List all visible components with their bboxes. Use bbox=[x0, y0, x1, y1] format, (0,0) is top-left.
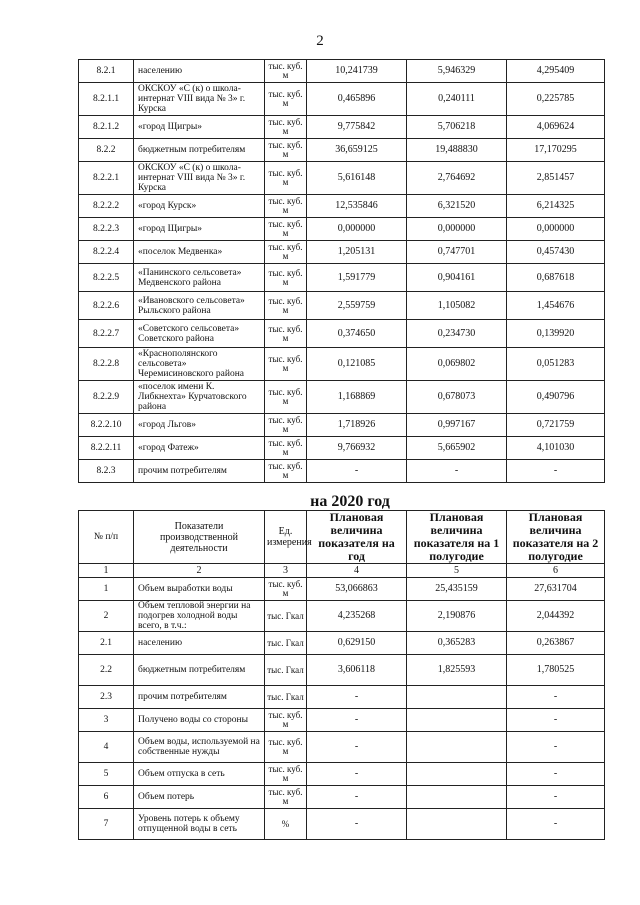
row-indicator-name: «поселок Медвенка» bbox=[134, 241, 265, 264]
row-indicator-name: Объем потерь bbox=[134, 786, 265, 809]
row-value-half1: 25,435159 bbox=[407, 578, 507, 601]
row-unit: тыс. куб. м bbox=[265, 195, 307, 218]
row-indicator-name: Объем воды, используемой на собственные нужды bbox=[134, 732, 265, 763]
table-row bbox=[79, 578, 605, 601]
row-value-half2: 1,780525 bbox=[507, 655, 605, 686]
row-number: 8.2.2.1 bbox=[79, 162, 134, 195]
row-value-half2: 0,490796 bbox=[507, 381, 605, 414]
table-row bbox=[79, 116, 605, 139]
row-value-half2: 0,225785 bbox=[507, 83, 605, 116]
row-indicator-name: «город Льгов» bbox=[134, 414, 265, 437]
row-indicator-name: Получено воды со стороны bbox=[134, 709, 265, 732]
row-number: 8.2.2.8 bbox=[79, 348, 134, 381]
row-unit: тыс. куб. м bbox=[265, 116, 307, 139]
row-value-half2: 0,000000 bbox=[507, 218, 605, 241]
column-index: 5 bbox=[407, 564, 507, 578]
table-row bbox=[79, 655, 605, 686]
row-value-year: 10,241739 bbox=[307, 60, 407, 83]
row-number: 2.2 bbox=[79, 655, 134, 686]
row-value-half1: 0,904161 bbox=[407, 264, 507, 292]
row-value-year: - bbox=[307, 809, 407, 840]
row-value-half2: - bbox=[507, 686, 605, 709]
row-number: 8.2.2.4 bbox=[79, 241, 134, 264]
row-number: 8.2.2.9 bbox=[79, 381, 134, 414]
row-number: 5 bbox=[79, 763, 134, 786]
row-value-year: - bbox=[307, 460, 407, 483]
row-indicator-name: прочим потребителям bbox=[134, 686, 265, 709]
row-number: 3 bbox=[79, 709, 134, 732]
header-num: № п/п bbox=[79, 511, 134, 564]
row-number: 6 bbox=[79, 786, 134, 809]
row-number: 7 bbox=[79, 809, 134, 840]
row-value-year: 36,659125 bbox=[307, 139, 407, 162]
row-unit: % bbox=[265, 809, 307, 840]
row-value-half1: 0,234730 bbox=[407, 320, 507, 348]
row-indicator-name: Уровень потерь к объему отпущенной воды в сеть bbox=[134, 809, 265, 840]
row-unit: тыс. куб. м bbox=[265, 218, 307, 241]
row-unit: тыс. куб. м bbox=[265, 786, 307, 809]
table-row bbox=[79, 264, 605, 292]
row-value-half1 bbox=[407, 686, 507, 709]
row-value-half2: 0,721759 bbox=[507, 414, 605, 437]
column-index: 6 bbox=[507, 564, 605, 578]
table-row bbox=[79, 763, 605, 786]
row-value-half1: 19,488830 bbox=[407, 139, 507, 162]
header-year: Плановая величина показателя на год bbox=[307, 511, 407, 564]
row-indicator-name: населению bbox=[134, 60, 265, 83]
row-unit: тыс. куб. м bbox=[265, 578, 307, 601]
row-unit: тыс. куб. м bbox=[265, 460, 307, 483]
row-number: 4 bbox=[79, 732, 134, 763]
row-number: 8.2.2.5 bbox=[79, 264, 134, 292]
row-unit: тыс. куб. м bbox=[265, 348, 307, 381]
row-value-half2: - bbox=[507, 709, 605, 732]
row-number: 8.2.2.3 bbox=[79, 218, 134, 241]
header-unit: Ед. измерения bbox=[265, 511, 307, 564]
row-number: 8.2.1.2 bbox=[79, 116, 134, 139]
row-value-year: 12,535846 bbox=[307, 195, 407, 218]
row-value-year: 0,629150 bbox=[307, 632, 407, 655]
row-number: 2 bbox=[79, 601, 134, 632]
row-value-half1 bbox=[407, 709, 507, 732]
row-number: 8.2.2.2 bbox=[79, 195, 134, 218]
row-unit: тыс. куб. м bbox=[265, 709, 307, 732]
row-value-year: 9,766932 bbox=[307, 437, 407, 460]
row-value-half1: 2,190876 bbox=[407, 601, 507, 632]
table-row bbox=[79, 292, 605, 320]
row-value-half1 bbox=[407, 786, 507, 809]
row-unit: тыс. Гкал bbox=[265, 686, 307, 709]
table-row bbox=[79, 83, 605, 116]
row-indicator-name: Объем выработки воды bbox=[134, 578, 265, 601]
table-header-row bbox=[79, 511, 605, 564]
row-value-half2: 1,454676 bbox=[507, 292, 605, 320]
row-unit: тыс. куб. м bbox=[265, 162, 307, 195]
row-value-year: 4,235268 bbox=[307, 601, 407, 632]
row-indicator-name: бюджетным потребителям bbox=[134, 139, 265, 162]
row-number: 8.2.2.7 bbox=[79, 320, 134, 348]
table-row bbox=[79, 809, 605, 840]
row-value-half1: 0,747701 bbox=[407, 241, 507, 264]
row-value-half1 bbox=[407, 732, 507, 763]
row-value-half2: 0,051283 bbox=[507, 348, 605, 381]
row-value-year: 3,606118 bbox=[307, 655, 407, 686]
row-value-half1: - bbox=[407, 460, 507, 483]
row-indicator-name: «город Щигры» bbox=[134, 218, 265, 241]
row-value-half1: 6,321520 bbox=[407, 195, 507, 218]
row-value-half1: 5,706218 bbox=[407, 116, 507, 139]
row-value-half2: 2,044392 bbox=[507, 601, 605, 632]
row-number: 8.2.1 bbox=[79, 60, 134, 83]
table-row bbox=[79, 601, 605, 632]
row-value-year: 2,559759 bbox=[307, 292, 407, 320]
row-indicator-name: «Советского сельсовета» Советского района bbox=[134, 320, 265, 348]
table-row bbox=[79, 414, 605, 437]
row-unit: тыс. куб. м bbox=[265, 381, 307, 414]
row-value-year: 0,465896 bbox=[307, 83, 407, 116]
row-value-half1: 0,997167 bbox=[407, 414, 507, 437]
row-indicator-name: «Краснополянского сельсовета» Черемисиновского района bbox=[134, 348, 265, 381]
row-value-year: 1,168869 bbox=[307, 381, 407, 414]
row-indicator-name: «город Щигры» bbox=[134, 116, 265, 139]
row-value-year: 0,000000 bbox=[307, 218, 407, 241]
row-indicator-name: Объем тепловой энергии на подогрев холодной воды всего, в т.ч.: bbox=[134, 601, 265, 632]
row-unit: тыс. Гкал bbox=[265, 632, 307, 655]
column-index: 2 bbox=[134, 564, 265, 578]
row-value-half1: 0,678073 bbox=[407, 381, 507, 414]
table-row bbox=[79, 162, 605, 195]
row-number: 8.2.2.11 bbox=[79, 437, 134, 460]
row-unit: тыс. куб. м bbox=[265, 241, 307, 264]
row-unit: тыс. куб. м bbox=[265, 732, 307, 763]
row-number: 1 bbox=[79, 578, 134, 601]
row-value-year: 0,121085 bbox=[307, 348, 407, 381]
table-row bbox=[79, 632, 605, 655]
row-value-half1: 1,105082 bbox=[407, 292, 507, 320]
row-value-year: - bbox=[307, 709, 407, 732]
column-index: 4 bbox=[307, 564, 407, 578]
row-unit: тыс. куб. м bbox=[265, 264, 307, 292]
row-indicator-name: «город Курск» bbox=[134, 195, 265, 218]
row-value-half2: 4,101030 bbox=[507, 437, 605, 460]
table-row bbox=[79, 381, 605, 414]
row-indicator-name: «Панинского сельсовета» Медвенского района bbox=[134, 264, 265, 292]
table-row bbox=[79, 437, 605, 460]
row-value-half2: 17,170295 bbox=[507, 139, 605, 162]
row-value-half1 bbox=[407, 809, 507, 840]
row-value-year: 1,591779 bbox=[307, 264, 407, 292]
row-number: 2.1 bbox=[79, 632, 134, 655]
row-number: 2.3 bbox=[79, 686, 134, 709]
row-value-year: 0,374650 bbox=[307, 320, 407, 348]
row-value-year: - bbox=[307, 786, 407, 809]
row-value-year: 5,616148 bbox=[307, 162, 407, 195]
row-indicator-name: ОКСКОУ «С (к) о школа-интернат VIII вида № 3» г. Курска bbox=[134, 83, 265, 116]
row-unit: тыс. куб. м bbox=[265, 83, 307, 116]
row-number: 8.2.3 bbox=[79, 460, 134, 483]
row-indicator-name: «город Фатеж» bbox=[134, 437, 265, 460]
row-value-year: 1,718926 bbox=[307, 414, 407, 437]
table-row bbox=[79, 786, 605, 809]
row-number: 8.2.1.1 bbox=[79, 83, 134, 116]
table-row bbox=[79, 139, 605, 162]
table-row bbox=[79, 460, 605, 483]
row-value-year: 9,775842 bbox=[307, 116, 407, 139]
row-unit: тыс. Гкал bbox=[265, 655, 307, 686]
row-value-half1: 0,069802 bbox=[407, 348, 507, 381]
column-index: 1 bbox=[79, 564, 134, 578]
row-unit: тыс. куб. м bbox=[265, 763, 307, 786]
row-value-half1 bbox=[407, 763, 507, 786]
row-value-half1: 1,825593 bbox=[407, 655, 507, 686]
row-value-year: - bbox=[307, 763, 407, 786]
row-unit: тыс. куб. м bbox=[265, 437, 307, 460]
column-index: 3 bbox=[265, 564, 307, 578]
table-row bbox=[79, 709, 605, 732]
row-indicator-name: бюджетным потребителям bbox=[134, 655, 265, 686]
row-unit: тыс. куб. м bbox=[265, 139, 307, 162]
page-number: 2 bbox=[316, 33, 324, 49]
row-value-half2: 27,631704 bbox=[507, 578, 605, 601]
row-value-half2: - bbox=[507, 809, 605, 840]
row-value-half2: 0,263867 bbox=[507, 632, 605, 655]
table-row bbox=[79, 686, 605, 709]
row-value-half2: 0,687618 bbox=[507, 264, 605, 292]
row-value-half1: 0,000000 bbox=[407, 218, 507, 241]
row-unit: тыс. Гкал bbox=[265, 601, 307, 632]
row-value-half2: 0,457430 bbox=[507, 241, 605, 264]
row-indicator-name: ОКСКОУ «С (к) о школа-интернат VIII вида № 3» г. Курска bbox=[134, 162, 265, 195]
row-value-half2: - bbox=[507, 732, 605, 763]
row-indicator-name: «Ивановского сельсовета» Рыльского района bbox=[134, 292, 265, 320]
row-indicator-name: «поселок имени К. Либкнехта» Курчатовского района bbox=[134, 381, 265, 414]
row-value-half2: - bbox=[507, 763, 605, 786]
row-value-half1: 0,240111 bbox=[407, 83, 507, 116]
consumption-table bbox=[78, 59, 605, 483]
row-value-half2: 2,851457 bbox=[507, 162, 605, 195]
table-row bbox=[79, 348, 605, 381]
row-number: 8.2.2.10 bbox=[79, 414, 134, 437]
plan-indicators-table bbox=[78, 510, 605, 840]
table-row bbox=[79, 195, 605, 218]
row-value-year: 53,066863 bbox=[307, 578, 407, 601]
table-row bbox=[79, 60, 605, 83]
header-half2: Плановая величина показателя на 2 полугодие bbox=[507, 511, 605, 564]
row-indicator-name: прочим потребителям bbox=[134, 460, 265, 483]
row-value-half2: 0,139920 bbox=[507, 320, 605, 348]
header-indicator: Показатели производственной деятельности bbox=[134, 511, 265, 564]
row-value-half1: 0,365283 bbox=[407, 632, 507, 655]
header-half1: Плановая величина показателя на 1 полугодие bbox=[407, 511, 507, 564]
row-unit: тыс. куб. м bbox=[265, 414, 307, 437]
row-value-year: - bbox=[307, 686, 407, 709]
table-row bbox=[79, 320, 605, 348]
column-index-row bbox=[79, 564, 605, 578]
row-number: 8.2.2.6 bbox=[79, 292, 134, 320]
row-value-half2: 6,214325 bbox=[507, 195, 605, 218]
row-value-half2: 4,069624 bbox=[507, 116, 605, 139]
row-value-half2: - bbox=[507, 786, 605, 809]
row-value-half1: 5,665902 bbox=[407, 437, 507, 460]
row-indicator-name: населению bbox=[134, 632, 265, 655]
row-unit: тыс. куб. м bbox=[265, 60, 307, 83]
row-value-half1: 5,946329 bbox=[407, 60, 507, 83]
section-title: на 2020 год bbox=[310, 493, 390, 510]
row-value-half1: 2,764692 bbox=[407, 162, 507, 195]
row-value-year: 1,205131 bbox=[307, 241, 407, 264]
table-row bbox=[79, 241, 605, 264]
table-row bbox=[79, 732, 605, 763]
row-unit: тыс. куб. м bbox=[265, 320, 307, 348]
row-value-year: - bbox=[307, 732, 407, 763]
row-number: 8.2.2 bbox=[79, 139, 134, 162]
row-unit: тыс. куб. м bbox=[265, 292, 307, 320]
row-indicator-name: Объем отпуска в сеть bbox=[134, 763, 265, 786]
row-value-half2: 4,295409 bbox=[507, 60, 605, 83]
table-row bbox=[79, 218, 605, 241]
row-value-half2: - bbox=[507, 460, 605, 483]
